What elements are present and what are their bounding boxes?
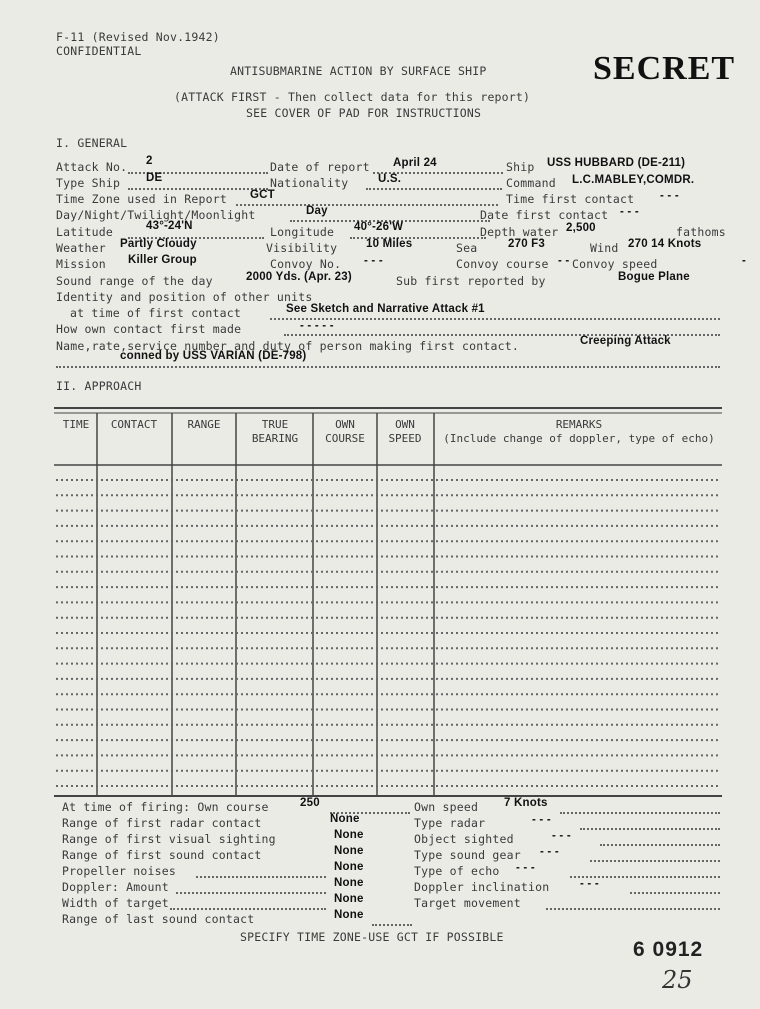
sea-label: Sea (456, 241, 478, 255)
command-value: L.C.MABLEY,COMDR. (572, 174, 695, 186)
column-header-time: TIME (62, 418, 90, 431)
light-label: Day/Night/Twilight/Moonlight (56, 208, 256, 222)
remarks-note: (Include change of doppler, type of echo) (443, 432, 715, 445)
nationality-value: U.S. (378, 173, 402, 185)
depth-value: 2,500 (566, 222, 596, 234)
wind-value: 270 14 Knots (628, 238, 702, 250)
command-label: Command (506, 176, 556, 190)
longitude-value: 40°-26'W (354, 221, 404, 233)
dotted-leader (600, 844, 720, 846)
instructions-note: SEE COVER OF PAD FOR INSTRUCTIONS (246, 106, 482, 120)
dotted-leader (196, 876, 326, 878)
propeller-label: Propeller noises (62, 864, 176, 878)
dotted-leader (630, 892, 720, 894)
mission-label: Mission (56, 257, 106, 271)
form-subtitle: (ATTACK FIRST - Then collect data for this report) (174, 90, 531, 104)
name-label: Name,rate,service number and duty of person making first contact. (56, 339, 520, 353)
sound-range-label: Sound range of the day (56, 274, 213, 288)
radar-range-label: Range of first radar contact (62, 816, 262, 830)
handwritten-page-number: 25 (662, 966, 693, 994)
weather-label: Weather (56, 241, 106, 255)
own-speed-value: 7 Knots (504, 797, 548, 809)
dotted-leader (590, 860, 720, 862)
sound-gear-value: - - - (540, 846, 559, 858)
identity-value: See Sketch and Narrative Attack #1 (286, 303, 485, 315)
sound-range-value: 2000 Yds. (Apr. 23) (246, 271, 352, 283)
radar-type-value: - - - (532, 814, 551, 826)
radar-range-value: None (330, 813, 360, 825)
column-header-range: RANGE (187, 418, 221, 431)
section-general-heading: I. GENERAL (56, 136, 128, 150)
target-width-label: Width of target (62, 896, 169, 910)
sub-reported-value: Bogue Plane (618, 271, 690, 283)
confidential-label: CONFIDENTIAL (56, 44, 142, 58)
latitude-value: 43°-24'N (146, 220, 193, 232)
mission-value: Killer Group (128, 254, 197, 266)
dotted-leader (560, 812, 720, 814)
convoy-speed-label: Convoy speed (572, 257, 658, 271)
time-first-contact-value: - - - (660, 190, 679, 202)
report-date-label: Date of report (270, 160, 370, 174)
date-first-contact-value: - - - (620, 206, 639, 218)
echo-type-label: Type of echo (414, 864, 500, 878)
time-zone-value: GCT (250, 189, 275, 201)
column-header-own-speed: OWN SPEED (388, 418, 422, 445)
visual-range-label: Range of first visual sighting (62, 832, 276, 846)
nationality-label: Nationality (270, 176, 349, 190)
identity-label: Identity and position of other units (56, 290, 313, 304)
column-header-true-bearing: TRUE BEARING (251, 418, 299, 445)
section-approach-heading: II. APPROACH (56, 379, 142, 393)
depth-unit: fathoms (676, 225, 726, 239)
report-date-value: April 24 (393, 157, 437, 169)
convoy-course-label: Convoy course (456, 257, 549, 271)
name-value-2: conned by USS VARIAN (DE-798) (120, 350, 307, 362)
doppler-inclination-label: Doppler inclination (414, 880, 550, 894)
propeller-value: None (334, 861, 364, 873)
object-sighted-value: - - - (552, 830, 571, 842)
ship-label: Ship (506, 160, 535, 174)
attack-no-label: Attack No. (56, 160, 128, 174)
column-header-own-course: OWN COURSE (325, 418, 365, 445)
latitude-label: Latitude (56, 225, 113, 239)
time-first-contact-label: Time first contact (506, 192, 635, 206)
identity-label-2: at time of first contact (70, 306, 241, 320)
form-title: ANTISUBMARINE ACTION BY SURFACE SHIP (230, 64, 487, 78)
convoy-no-value: - - - (364, 255, 383, 267)
column-header-contact: CONTACT (110, 418, 158, 431)
attack-no-value: 2 (146, 155, 153, 167)
wind-label: Wind (590, 241, 619, 255)
own-course-label: At time of firing: Own course (62, 800, 269, 814)
type-ship-label: Type Ship (56, 176, 121, 190)
sound-gear-label: Type sound gear (414, 848, 521, 862)
light-value: Day (306, 205, 328, 217)
time-zone-label: Time Zone used in Report (56, 192, 227, 206)
sub-reported-label: Sub first reported by (396, 274, 546, 288)
visual-range-value: None (334, 829, 364, 841)
echo-type-value: - - - (516, 862, 535, 874)
convoy-course-value: - - (558, 255, 570, 267)
longitude-label: Longitude (270, 225, 335, 239)
doppler-inclination-value: - - - (580, 878, 599, 890)
doppler-amount-label: Doppler: Amount (62, 880, 169, 894)
weather-value: Partly Cloudy (120, 238, 197, 250)
visibility-label: Visibility (266, 241, 338, 255)
dotted-leader (546, 908, 720, 910)
name-value: Creeping Attack (580, 335, 671, 347)
own-course-value: 250 (300, 797, 320, 809)
document-number-stamp: 6 0912 (633, 938, 704, 961)
own-speed-label: Own speed (414, 800, 479, 814)
object-sighted-label: Object sighted (414, 832, 514, 846)
convoy-speed-value: - (742, 255, 747, 267)
sea-value: 270 F3 (508, 238, 546, 250)
column-header-remarks: REMARKS (555, 418, 603, 431)
how-contact-label: How own contact first made (56, 322, 242, 336)
sound-range-first-value: None (334, 845, 364, 857)
form-number: F-11 (Revised Nov.1942) (56, 30, 220, 44)
how-contact-value: - - - - - (300, 320, 334, 332)
sound-range-first-label: Range of first sound contact (62, 848, 262, 862)
dotted-leader (170, 908, 326, 910)
doppler-amount-value: None (334, 877, 364, 889)
ship-value: USS HUBBARD (DE-211) (547, 157, 686, 169)
visibility-value: 10 Miles (366, 238, 413, 250)
dotted-leader (372, 924, 412, 926)
last-sound-range-value: None (334, 909, 364, 921)
dotted-leader (176, 892, 326, 894)
dotted-leader (580, 828, 720, 830)
target-width-value: None (334, 893, 364, 905)
depth-label: Depth water (480, 225, 559, 239)
radar-type-label: Type radar (414, 816, 486, 830)
last-sound-range-label: Range of last sound contact (62, 912, 255, 926)
date-first-contact-label: Date first contact (480, 208, 609, 222)
secret-stamp: SECRET (593, 50, 736, 87)
target-movement-label: Target movement (414, 896, 521, 910)
convoy-no-label: Convoy No. (270, 257, 342, 271)
time-zone-footer-note: SPECIFY TIME ZONE-USE GCT IF POSSIBLE (240, 930, 504, 944)
type-ship-value: DE (146, 172, 163, 184)
